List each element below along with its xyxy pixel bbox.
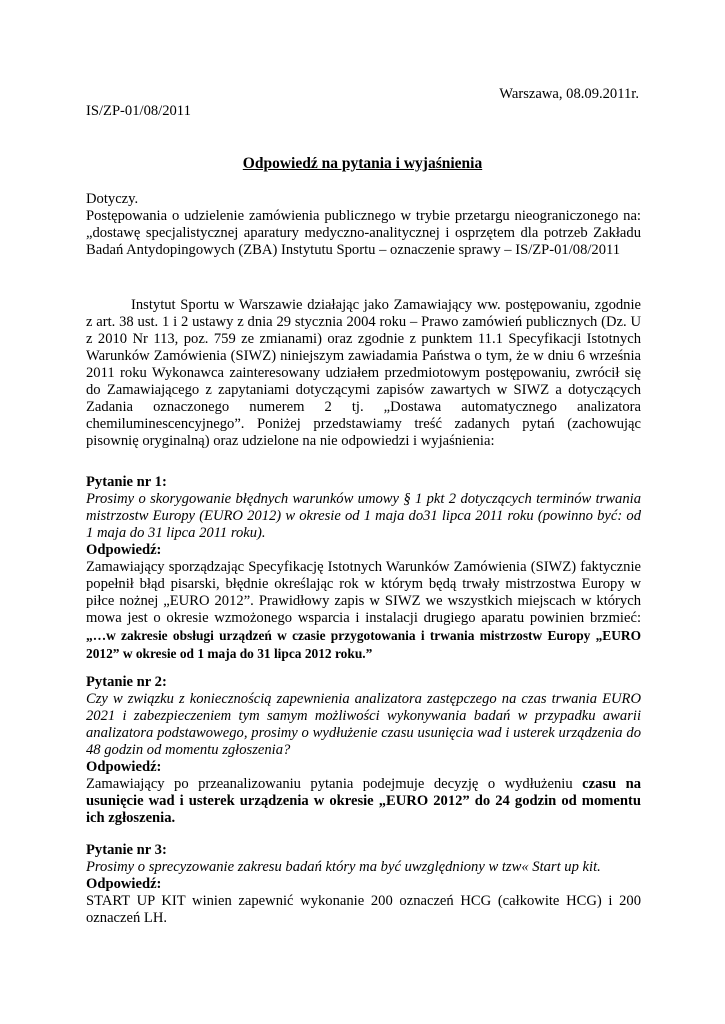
answer-1-text [86,559,641,663]
answer-2-plain: Zamawiający po przeanalizowaniu pytania podejmuje decyzję o wydłużeniu [86,776,583,792]
answer-2-label: Odpowiedź: [86,759,162,775]
answer-1-bold: „…w zakresie obsługi urządzeń w czasie przygotowania i trwania mistrzostw Europy „EURO 2012” w okresie od 1 maja do 31 lipca 2012 roku.” [86,628,641,661]
question-1-text: Prosimy o skorygowanie błędnych warunków umowy § 1 pkt 2 dotyczących terminów trwania mistrzostw Europy (EURO 2012) w okresie od 1 maja do31 lipca 2011 roku (powinno być: od 1 maja do 31 lipca 2011 roku). [86,491,641,541]
question-1-heading: Pytanie nr 1: [86,474,167,490]
reference-number: IS/ZP-01/08/2011 [86,103,191,119]
question-3-heading: Pytanie nr 3: [86,842,167,858]
intro-paragraph: Instytut Sportu w Warszawie działając jako Zamawiający ww. postępowaniu, zgodnie z art. 38 ust. 1 i 2 ustawy z dnia 29 stycznia 2004 roku – Prawo zamówień publicznych (Dz. U z 2010 Nr 113, poz. 759 ze zmianami) oraz zgodnie z punktem 11.1 Specyfikacji Istotnych Warunków Zamówienia (SIWZ) niniejszym zawiadamia Państwa o tym, że w dniu 6 września 2011 roku Wykonawca zainteresowany udziałem przedmiotowym postępowaniu, zwrócił się do Zamawiającego z zapytaniami dotyczącymi zapisów zawartych w SIWZ a dotyczących Zadania oznaczonego numerem 2 tj. „Dostawa automatycznego analizatora chemiluminescencyjnego”. Poniżej przedstawiamy treść zadanych pytań (zachowując pisownię oryginalną) oraz udzielone na nie odpowiedzi i wyjaśnienia: [86,297,641,449]
answer-2-bold: czasu na usunięcie wad i usterek urządzenia w okresie „EURO 2012” do 24 godzin od momentu ich zgłoszenia. [86,776,642,826]
answer-3-label: Odpowiedź: [86,876,162,892]
subject-section [86,191,641,259]
answer-1-plain: Zamawiający sporządzając Specyfikację Istotnych Warunków Zamówienia (SIWZ) faktycznie popełnił błąd pisarski, błędnie określając rok w którym będą trwały mistrzostwa Europy w piłce nożnej „EURO 2012”. Prawidłowy zapis w SIWZ we wszystkich miejscach w których mowa jest o okresie wzmożonego wsparcia i instalacji drugiego aparatu powinien brzmieć: [86,559,641,626]
question-2-text: Czy w związku z koniecznością zapewnienia analizatora zastępczego na czas trwania EURO 2021 i zabezpieczeniem tym samym możliwości wykonywania badań w przypadku awarii analizatora podstawowego, prosimy o wydłużenie czasu usunięcia wad i usterek urządzenia do 48 godzin od momentu zgłoszenia? [86,691,641,758]
question-1-section [86,474,641,663]
place-date: Warszawa, 08.09.2011r. [499,86,639,102]
document-title: Odpowiedź na pytania i wyjaśnienia [242,155,483,172]
subject-label: Dotyczy. [86,191,139,207]
answer-2-text [86,776,641,827]
answer-1-label: Odpowiedź: [86,542,162,558]
answer-3-text: START UP KIT winien zapewnić wykonanie 200 oznaczeń HCG (całkowite HCG) i 200 oznaczeń LH. [86,893,641,926]
subject-text: Postępowania o udzielenie zamówienia publicznego w trybie przetargu nieograniczonego na: „dostawę specjalistycznej aparatury medyczno-analitycznej i osprzętem dla potrzeb Zakładu Badań Antydopingowych (ZBA) Instytutu Sportu – oznaczenie sprawy – IS/ZP-01/08/2011 [86,208,641,258]
question-2-heading: Pytanie nr 2: [86,674,167,690]
question-3-text: Prosimy o sprecyzowanie zakresu badań który ma być uwzględniony w tzw« Start up kit. [86,859,601,875]
question-3-section [86,842,641,927]
question-2-section [86,674,641,827]
